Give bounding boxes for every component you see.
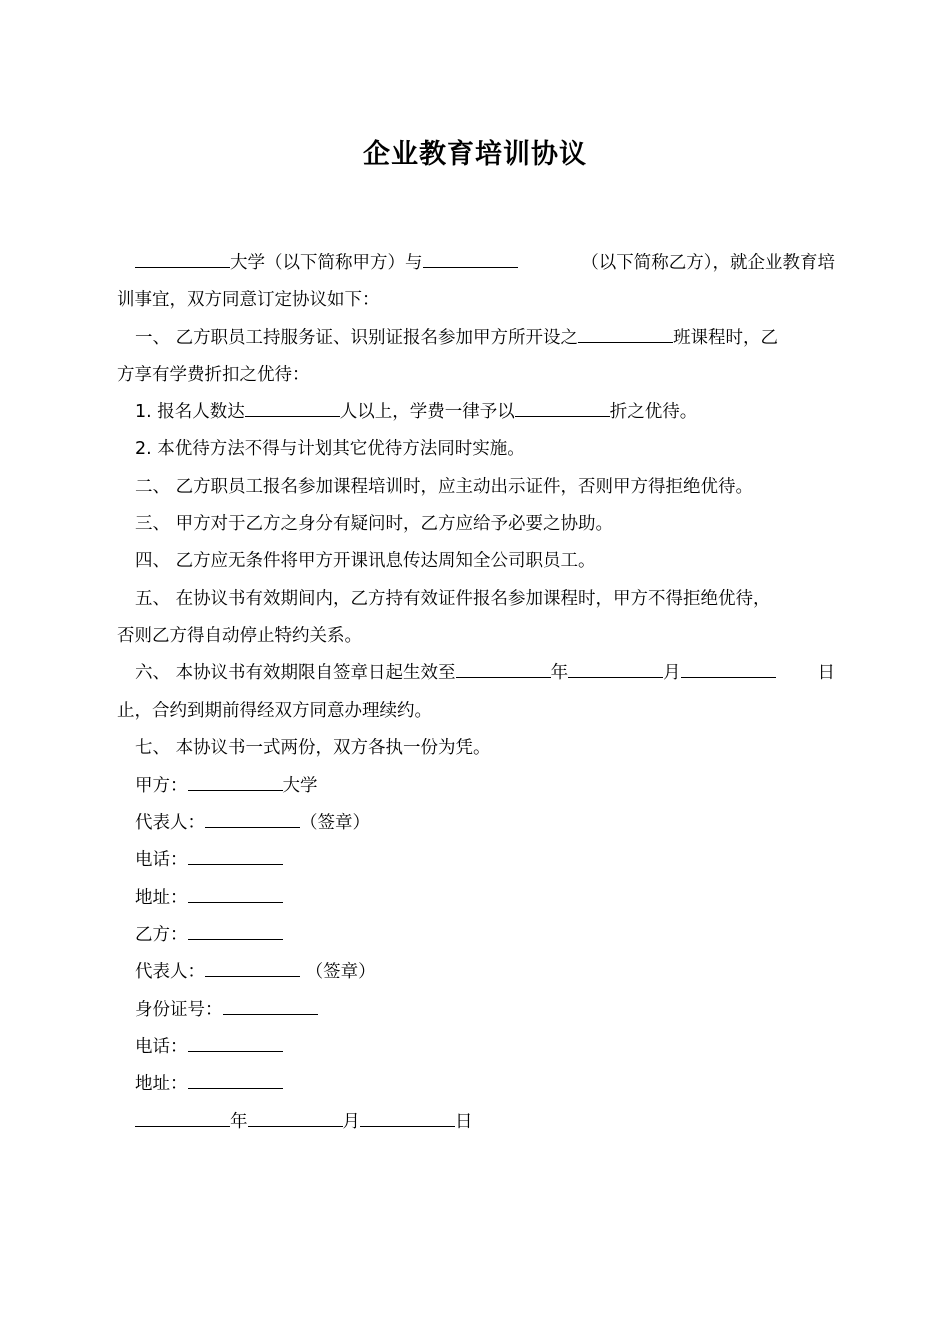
blank-field	[223, 998, 318, 1015]
blank-field	[578, 326, 673, 343]
party-a: 甲方： 大学	[135, 776, 318, 796]
clause-5-line-2: 否则乙方得自动停止特约关系。	[117, 626, 362, 646]
signing-date: 年 月 日	[135, 1110, 473, 1134]
blank-field	[188, 1072, 283, 1089]
blank-field	[188, 774, 283, 791]
clause-3: 三、 甲方对于乙方之身分有疑问时，乙方应给予必要之协助。	[135, 514, 614, 534]
blank-field	[135, 1110, 230, 1127]
blank-field	[456, 661, 551, 678]
party-b-address: 地址：	[135, 1072, 283, 1096]
blank-field	[681, 661, 776, 678]
party-a-phone: 电话：	[135, 848, 283, 872]
blank-field	[205, 960, 300, 977]
blank-field	[205, 811, 300, 828]
party-a-representative: 代表人： （签章）	[135, 813, 370, 833]
clause-4: 四、 乙方应无条件将甲方开课讯息传达周知全公司职员工。	[135, 551, 596, 571]
blank-field	[188, 886, 283, 903]
blank-field	[248, 1110, 343, 1127]
party-b-representative: 代表人： （签章）	[135, 962, 376, 982]
clause-6-line-1: 六、 本协议书有效期限自签章日起生效至 年 月 日	[135, 663, 835, 683]
blank-field	[188, 923, 283, 940]
blank-field	[360, 1110, 455, 1127]
clause-2: 二、 乙方职员工报名参加课程培训时，应主动出示证件，否则甲方得拒绝优待。	[135, 477, 754, 497]
blank-field	[568, 661, 663, 678]
clause-5-line-1: 五、 在协议书有效期间内，乙方持有效证件报名参加课程时，甲方不得拒绝优待，	[135, 589, 771, 609]
party-a-address: 地址：	[135, 886, 283, 910]
party-b-id-number: 身份证号：	[135, 998, 318, 1022]
clause-7: 七、 本协议书一式两份，双方各执一份为凭。	[135, 738, 491, 758]
party-b: 乙方：	[135, 923, 283, 947]
clause-1-line-2: 方享有学费折扣之优待：	[117, 365, 310, 385]
clause-6-line-2: 止，合约到期前得经双方同意办理续约。	[117, 701, 432, 721]
party-b-phone: 电话：	[135, 1035, 283, 1059]
intro-line-2: 训事宜，双方同意订定协议如下：	[117, 290, 380, 310]
intro-line-1: 大学（以下简称甲方）与 （以下简称乙方），就企业教育培	[117, 251, 835, 275]
blank-field	[515, 400, 610, 417]
blank-field	[188, 1035, 283, 1052]
blank-field	[245, 400, 340, 417]
clause-1-item-1: 1. 报名人数达 人以上，学费一律予以 折之优待。	[135, 402, 698, 422]
page-title: 企业教育培训协议	[363, 139, 587, 170]
blank-field	[188, 848, 283, 865]
blank-field	[423, 251, 518, 268]
clause-1-item-2: 2. 本优待方法不得与计划其它优待方法同时实施。	[135, 439, 525, 459]
blank-field	[135, 251, 230, 268]
clause-1-line-1: 一、 乙方职员工持服务证、识别证报名参加甲方所开设之 班课程时，乙	[135, 328, 779, 348]
